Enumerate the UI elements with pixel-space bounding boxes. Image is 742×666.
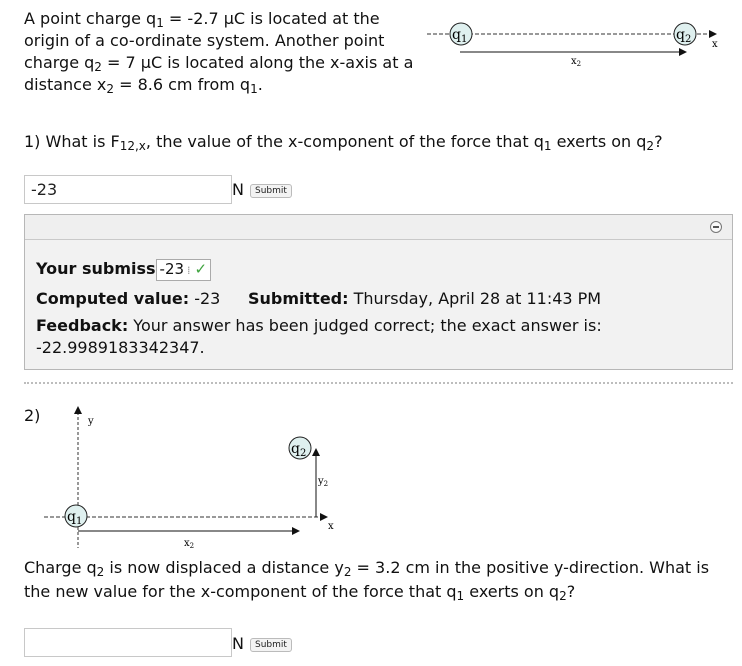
charge-diagram-1 bbox=[425, 14, 725, 74]
feedback-message: Your answer has been judged correct; the exact answer is: bbox=[128, 316, 602, 335]
computed-label: Computed value: bbox=[36, 289, 190, 308]
submit-button-2[interactable]: Submit bbox=[250, 638, 292, 652]
question-2-sub-b: 2 bbox=[343, 565, 352, 579]
submission-value: -23 bbox=[159, 259, 185, 278]
submission-value-box bbox=[156, 259, 212, 281]
charge-diagram-2 bbox=[40, 400, 340, 555]
q2-label-2: $q_2$ bbox=[291, 441, 307, 459]
collapse-icon[interactable] bbox=[710, 221, 722, 233]
x-axis-label-2: x bbox=[328, 521, 334, 532]
question-1-sub-a: 12,x bbox=[119, 139, 146, 153]
submitted-row bbox=[248, 288, 601, 310]
exact-answer: -22.9989183342347. bbox=[36, 338, 205, 357]
question-2-text-b: is now displaced a distance y bbox=[104, 558, 344, 577]
question-1-sub-b: 1 bbox=[543, 139, 552, 153]
y2-arrowhead bbox=[312, 448, 320, 456]
question-2-sub-a: 2 bbox=[96, 565, 105, 579]
section-divider bbox=[24, 382, 733, 384]
intro-text-1: A point charge q bbox=[24, 9, 157, 28]
intro-sub-3: 2 bbox=[106, 82, 114, 96]
question-1-text-c: exerts on q bbox=[551, 132, 647, 151]
question-2-sub-d: 2 bbox=[559, 589, 567, 603]
question-2 bbox=[24, 556, 724, 604]
intro-sub-1: 1 bbox=[156, 16, 164, 30]
question-2-text-d: exerts on q bbox=[464, 582, 560, 601]
question-2-text-e: ? bbox=[566, 582, 576, 601]
q2-label: $q_2$ bbox=[676, 27, 692, 45]
q1-label: $q_1$ bbox=[452, 27, 468, 45]
x-axis-label: x bbox=[712, 39, 718, 50]
grip-icon: ⁞ bbox=[187, 263, 191, 277]
x2-arrowhead bbox=[292, 527, 300, 535]
distance-arrowhead bbox=[679, 48, 687, 56]
question-2-number: 2) bbox=[24, 406, 41, 425]
intro-text-3: = 7 μC is located along the x-axis at a distance x bbox=[24, 53, 414, 94]
submit-button-1[interactable]: Submit bbox=[250, 184, 292, 198]
question-1-text-a: 1) What is F bbox=[24, 132, 120, 151]
y-axis-label: y bbox=[88, 416, 94, 427]
distance-label: $x_2$ bbox=[571, 56, 582, 68]
problem-1-intro bbox=[24, 8, 424, 96]
unit-label-2: N bbox=[232, 634, 244, 653]
your-submission-label: Your submiss bbox=[36, 259, 156, 278]
intro-sub-2: 2 bbox=[94, 60, 102, 74]
unit-label-1: N bbox=[232, 180, 244, 199]
question-2-text-a: Charge q bbox=[24, 558, 97, 577]
question-1-text-d: ? bbox=[654, 132, 663, 151]
y2-label: $y_2$ bbox=[318, 476, 329, 488]
feedback-header bbox=[25, 215, 732, 240]
y-axis-arrowhead bbox=[74, 406, 82, 414]
your-submission-row bbox=[36, 258, 211, 281]
question-1-sub-c: 2 bbox=[646, 139, 655, 153]
question-2-text-c: = 3.2 cm in the positive y-direction. What is the new value for the x-component of the force that q bbox=[24, 558, 710, 601]
intro-sub-4: 1 bbox=[250, 82, 258, 96]
intro-text-2: = -2.7 μC is located at the origin of a co-ordinate system. Another point charge q bbox=[24, 9, 385, 72]
x2-label: $x_2$ bbox=[184, 538, 195, 550]
submitted-value: Thursday, April 28 at 11:43 PM bbox=[348, 289, 602, 308]
answer-input-1[interactable] bbox=[24, 175, 232, 204]
x-axis-arrowhead-2 bbox=[320, 513, 328, 521]
computed-value-row bbox=[36, 288, 220, 310]
feedback-text bbox=[36, 315, 676, 359]
q1-label-2: $q_1$ bbox=[67, 509, 83, 527]
check-icon: ✓ bbox=[194, 259, 208, 278]
answer-input-2[interactable] bbox=[24, 628, 232, 657]
intro-text-5: . bbox=[257, 75, 263, 94]
submitted-label: Submitted: bbox=[248, 289, 349, 308]
computed-value: -23 bbox=[189, 289, 221, 308]
question-1 bbox=[24, 131, 663, 153]
feedback-label: Feedback: bbox=[36, 316, 129, 335]
question-2-sub-c: 1 bbox=[456, 589, 465, 603]
question-1-text-b: , the value of the x-component of the force that q bbox=[145, 132, 544, 151]
x-axis-arrowhead bbox=[709, 30, 717, 38]
intro-text-4: = 8.6 cm from q bbox=[114, 75, 251, 94]
